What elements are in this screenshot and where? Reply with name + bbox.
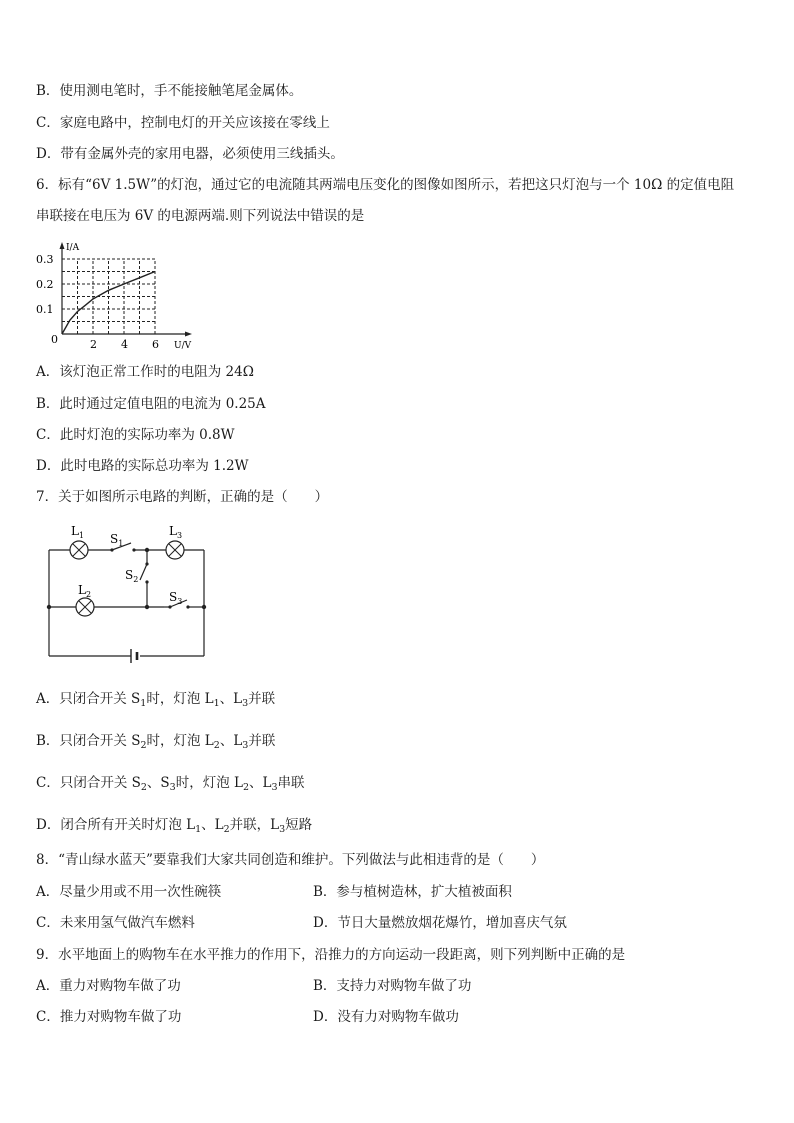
q7-option-b: B．只闭合开关 $S_2$时，灯泡 $L_2$、$L_3$并联	[36, 733, 276, 751]
q8-option-c: C．未来用氢气做汽车燃料	[36, 915, 195, 931]
label-s3: $S_3$	[169, 590, 183, 606]
y-tick-label: 0.1	[36, 303, 54, 316]
q6-option-b: B．此时通过定值电阻的电流为 0.25A	[36, 396, 266, 412]
y-axis-label: I/A	[66, 243, 80, 253]
chart-grid	[62, 259, 155, 334]
x-tick-label: 2	[90, 338, 97, 351]
x-tick-label: 4	[121, 338, 128, 351]
y-axis-arrow	[60, 242, 65, 249]
y-tick-label: 0.3	[36, 253, 54, 266]
circuit-diagram	[36, 518, 216, 664]
q9-option-d: D．没有力对购物车做功	[313, 1009, 459, 1025]
q6-option-c: C．此时灯泡的实际功率为 0.8W	[36, 427, 235, 443]
lamp-l3	[166, 541, 184, 559]
q5-option-b: B．使用测电笔时，手不能接触笔尾金属体。	[36, 83, 303, 99]
q7-stem: 7．关于如图所示电路的判断，正确的是（ ）	[36, 489, 329, 505]
q5-option-c: C．家庭电路中，控制电灯的开关应该接在零线上	[36, 115, 330, 131]
label-l2: $L_2$	[78, 583, 92, 599]
q8-option-b: B．参与植树造林，扩大植被面积	[313, 884, 512, 900]
label-s2: $S_2$	[125, 568, 139, 584]
x-axis-label: U/V	[174, 341, 192, 351]
label-s1: $S_1$	[110, 532, 124, 548]
y-tick-label: 0.2	[36, 278, 54, 291]
q6-option-d: D．此时电路的实际总功率为 1.2W	[36, 458, 249, 474]
label-l1: $L_1$	[71, 524, 85, 540]
q6-option-a: A．该灯泡正常工作时的电阻为 24Ω	[36, 364, 254, 380]
q9-option-a: A．重力对购物车做了功	[36, 978, 181, 994]
q6-stem-line1: 6．标有“6V 1.5W”的灯泡，通过它的电流随其两端电压变化的图像如图所示，若把这只灯泡与一个 10Ω 的定值电阻	[36, 177, 735, 193]
origin-label: 0	[51, 333, 58, 346]
lamp-l1	[70, 541, 88, 559]
chart-axes	[60, 242, 193, 337]
q7-option-d: D．闭合所有开关时灯泡 $L_1$、$L_2$并联，$L_3$短路	[36, 817, 313, 835]
q7-option-c: C．只闭合开关 $S_2$、$S_3$时，灯泡 $L_2$、$L_3$串联	[36, 775, 305, 793]
battery	[131, 649, 137, 663]
q7-option-a: A．只闭合开关 $S_1$时，灯泡 $L_1$、$L_3$并联	[36, 691, 276, 709]
iu-graph	[36, 238, 196, 352]
q9-option-b: B．支持力对购物车做了功	[313, 978, 472, 994]
q9-option-c: C．推力对购物车做了功	[36, 1009, 182, 1025]
label-l3: $L_3$	[169, 524, 183, 540]
q9-stem: 9．水平地面上的购物车在水平推力的作用下，沿推力的方向运动一段距离，则下列判断中正确的是	[36, 947, 626, 963]
lamp-l2	[76, 598, 94, 616]
x-axis-arrow	[185, 332, 192, 337]
q6-stem-line2: 串联接在电压为 6V 的电源两端.则下列说法中错误的是	[36, 208, 365, 224]
switch-s2	[140, 562, 149, 583]
q8-option-d: D．节日大量燃放烟花爆竹，增加喜庆气氛	[313, 915, 567, 931]
q8-stem: 8．“青山绿水蓝天”要靠我们大家共同创造和维护。下列做法与此相违背的是（ ）	[36, 852, 545, 868]
x-tick-label: 6	[152, 338, 159, 351]
q8-option-a: A．尽量少用或不用一次性碗筷	[36, 884, 222, 900]
q5-option-d: D．带有金属外壳的家用电器，必须使用三线插头。	[36, 146, 344, 162]
